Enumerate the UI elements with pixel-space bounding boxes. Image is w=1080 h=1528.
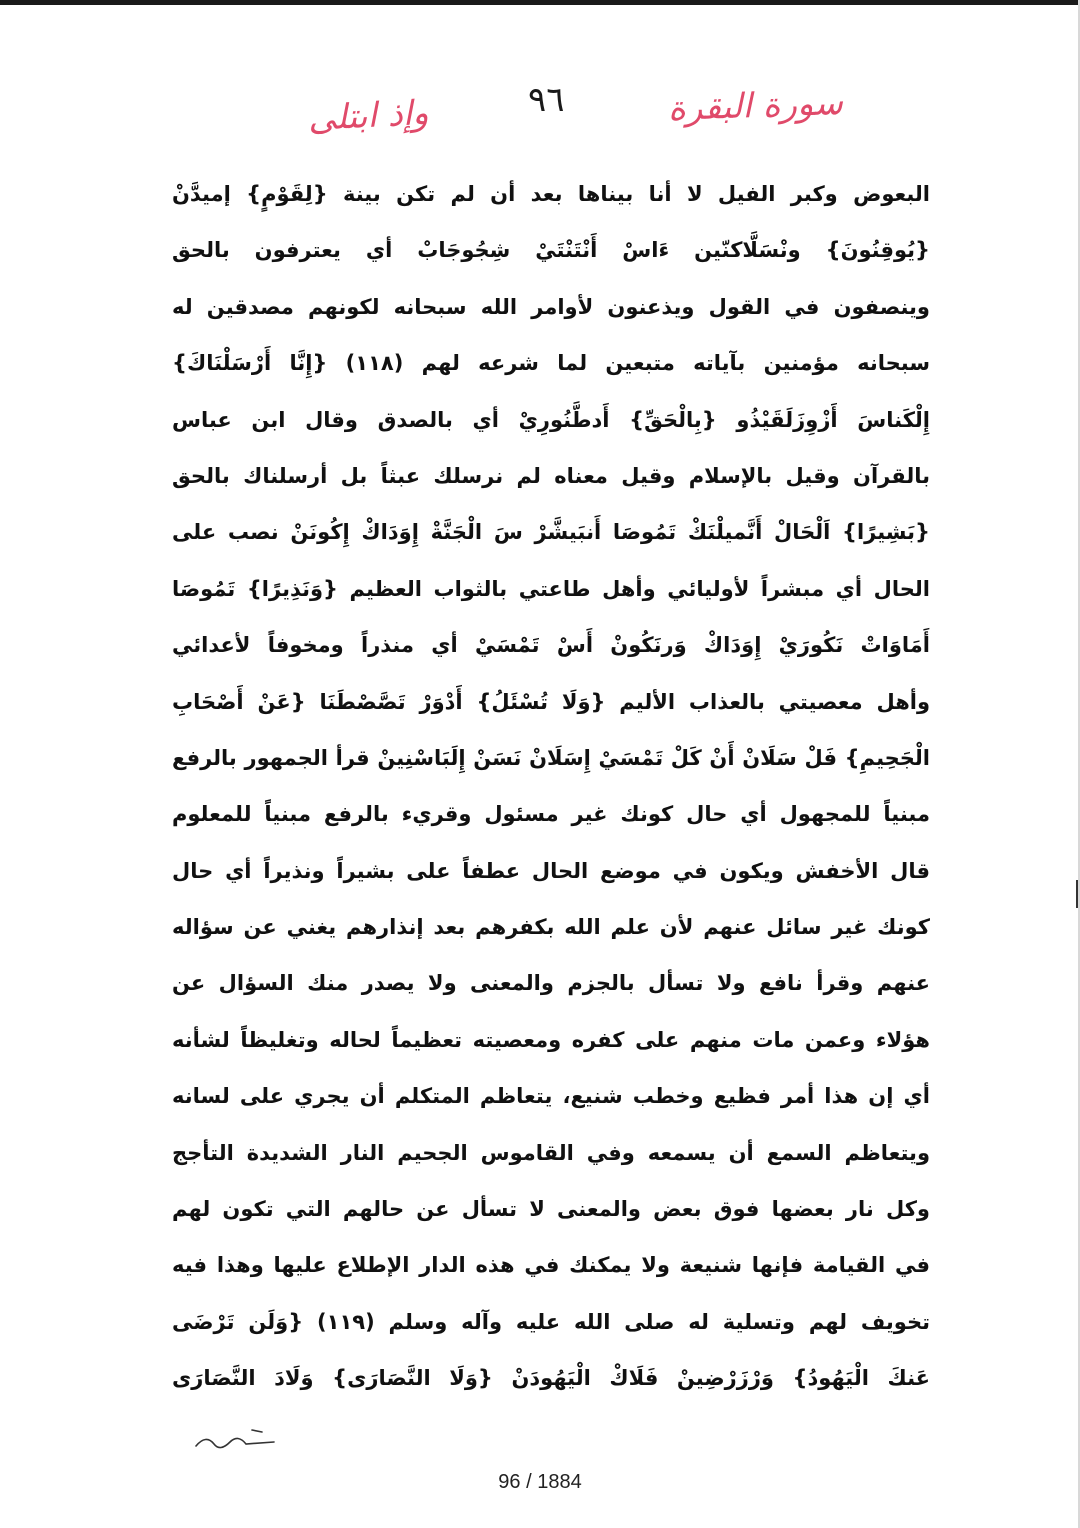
text-line: عنهم وقرأ نافع ولا تسأل بالجزم والمعنى ولا يصدر منك السؤال عن <box>172 971 930 996</box>
text-line: وأهل معصيتي بالعذاب الأليم {وَلَا تُسْئَلُ} أَدْوَرْ تَصَّصْطَنَا {عَنْ أَصْحَابِ <box>172 689 930 714</box>
text-line: أي إن هذا أمر فظيع وخطب شنيع، يتعاظم المتكلم أن يجري على لسانه <box>172 1084 930 1109</box>
text-line: كونك غير سائل عنهم لأن علم الله بكفرهم بعد إنذارهم يغني عن سؤاله <box>172 915 930 940</box>
text-line: في القيامة فإنها شنيعة ولا يمكنك في هذه الدار الإطلاع عليها وهذا فيه <box>172 1253 930 1278</box>
text-line: سبحانه مؤمنين بآياته متبعين لما شرعه لهم (١١٨) {إِنَّا أَرْسَلْنَاكَ} <box>172 351 930 376</box>
text-line: بالقرآن وقيل بالإسلام وقيل معناه لم نرسلك عبثاً بل أرسلناك بالحق <box>172 463 930 488</box>
text-line: هؤلاء وعمن مات منهم على كفره ومعصيته تعظيماً لحاله وتغليظاً لشأنه <box>172 1027 930 1052</box>
text-line: الْجَحِيمِ} فَلْ سَلَانْ أَنْ كَلْ تَمْسَيْ إِسَلَانْ نَسَنْ إِلَبَاسْنِينْ قرأ الجمهور بالرفع <box>172 745 930 770</box>
handwritten-surah-name: سورة البقرة <box>667 82 844 130</box>
text-line: الحال أي مبشراً لأوليائي وأهل طاعتي بالثواب العظيم {وَنَذِيرًا} تَمُوصَا <box>172 576 930 601</box>
text-line: وينصفون في القول ويذعنون لأوامر الله سبحانه لكونهم مصدقين له <box>172 294 930 319</box>
text-line: إِلْكَناسَ أَزْوِزَلَقَيْذُو {بِالْحَقِّ} أَدطَّنُورِيْ أي بالصدق وقال ابن عباس <box>172 407 930 432</box>
page-body <box>172 166 930 1407</box>
text-line: تخويف لهم وتسلية له صلى الله عليه وآله وسلم (١١٩) {وَلَن تَرْضَى <box>172 1309 930 1334</box>
text-line: ويتعاظم السمع أن يسمعه وفي القاموس الجحيم النار الشديدة التأجج <box>172 1140 930 1165</box>
scan-top-edge <box>0 0 1080 5</box>
handwritten-left-note: وإذ ابتلى <box>307 92 430 140</box>
page-header <box>0 78 1080 148</box>
text-line: عَنكَ الْيَهُودُ} وَرْزَرْضِينْ فَلَاكْ الْيَهُودَنْ {وَلَا النَّصَارَى} وَلَادَ النَّصَارَى <box>172 1366 930 1391</box>
text-line: مبنياً للمجهول أي حال كونك غير مسئول وقريء بالرفع مبنياً للمعلوم <box>172 802 930 827</box>
handwritten-signature <box>190 1420 290 1460</box>
margin-mark <box>1076 880 1078 908</box>
page-counter: 96 / 1884 <box>498 1471 582 1493</box>
text-line: {بَشِيرًا} اَلْحَالْ أَنَّميلْنَكْ تَمُوصَا أَنبَيشَّرْ سَ الْجَنَّةْ إِوَدَاكْ إِكُونَنْ نصب على <box>172 520 930 545</box>
text-line: وكل نار بعضها فوق بعض والمعنى لا تسأل عن حالهم التي تكون لهم <box>172 1197 930 1222</box>
text-line: {يُوقِنُونَ} ونْسَلَّاكنّين ءَاسْ أَنْتَنْتَيْ شِجُوجَابْ أي يعترفون بالحق <box>172 238 930 263</box>
text-line: قال الأخفش ويكون في موضع الحال عطفاً على بشيراً ونذيراً أي حال <box>172 858 930 883</box>
text-line: البعوض وكبر الفيل لا أنا بيناها بعد أن لم تكن بينة {لِقَوْمٍ} إميدَّنْ <box>172 182 930 206</box>
text-line: أَمَاوَاتْ نَكُورَيْ إِوَدَاكْ وَرنَكُونْ أَسْ تَمْسَيْ أي منذراً ومخوفاً لأعدائي <box>172 633 930 658</box>
page-number: ٩٦ <box>528 80 565 120</box>
